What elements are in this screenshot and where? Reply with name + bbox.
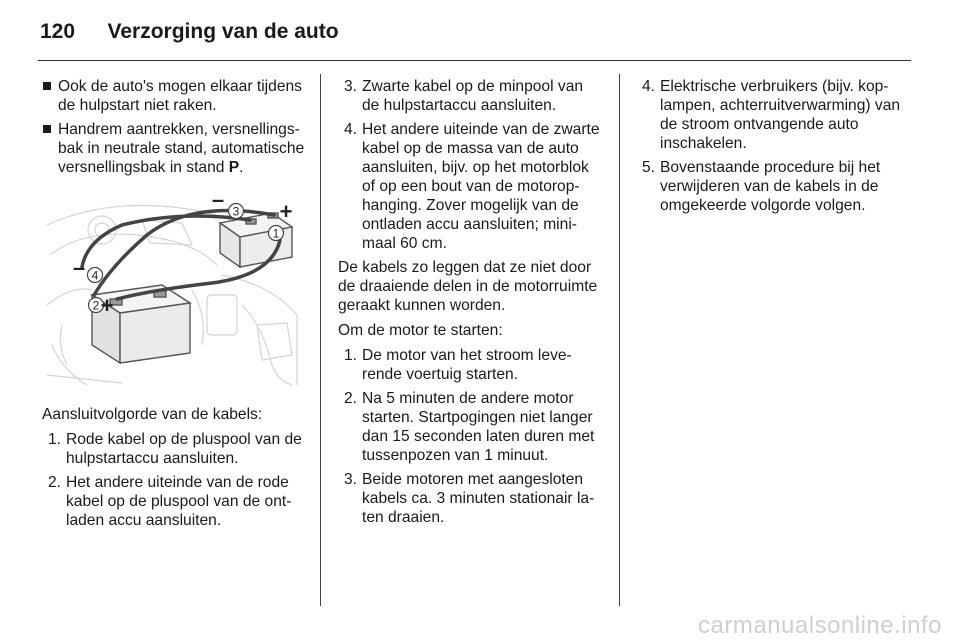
list-item: [338, 346, 604, 384]
list-number: 4.: [344, 121, 358, 138]
jump-start-illustration: [42, 195, 302, 391]
plus-sign-discharged: +: [100, 293, 114, 318]
list-number: 1.: [344, 347, 358, 364]
start-intro: Om de motor te starten:: [338, 322, 503, 339]
list-number: 1.: [48, 431, 62, 448]
column-divider-right: [619, 74, 620, 606]
order-intro: Aansluitvolgorde van de kabels:: [42, 406, 263, 423]
list-text: Elektrische verbruikers (bijv. koplampen, achterruitverwarming) van de stroom ontvangende auto inschakelen.: [660, 78, 901, 152]
list-item: [42, 473, 306, 530]
callout-2: 2: [92, 298, 100, 313]
list-number: 4.: [642, 78, 656, 95]
list-item: [42, 430, 306, 468]
list-number: 3.: [344, 78, 358, 95]
bullet-item: [42, 120, 306, 177]
list-item: [338, 77, 604, 115]
page-number: 120: [40, 20, 76, 43]
list-text: Het andere uiteinde van de rode kabel op de pluspool van de ontladen accu aansluiten.: [66, 474, 292, 529]
list-text: Rode kabel op de pluspool van de hulpstartaccu aansluiten.: [66, 431, 302, 467]
bullet-square-icon: [43, 125, 51, 133]
column-2: [338, 77, 604, 532]
bullet-text: Ook de auto's mogen elkaar tijdens de hulpstart niet raken.: [58, 78, 302, 114]
bullet-text-end: .: [239, 159, 244, 176]
cable-routing-note: De kabels zo leggen dat ze niet door de draaiende delen in de motorruimte geraakt kunnen worden.: [338, 259, 598, 314]
list-number: 2.: [344, 390, 358, 407]
page-header: [40, 20, 339, 50]
column-1: [42, 77, 306, 535]
header-rule: [38, 60, 911, 61]
list-text: Na 5 minuten de andere motor starten. Startpogingen niet langer dan 15 seconden laten duren met tussenpozen van 1 minuut.: [362, 390, 595, 464]
list-item: [338, 389, 604, 465]
list-text: Zwarte kabel op de minpool van de hulpstartaccu aansluiten.: [362, 78, 584, 114]
watermark[interactable]: carmanualsonline.info: [698, 612, 942, 639]
list-text: Het andere uiteinde van de zwarte kabel op de massa van de auto aansluiten, bijv. op het motorblok of op een bout van de motorophanging. Zover mogelijk van de ontladen accu aansluiten; minimaal 60 cm.: [362, 121, 600, 252]
callout-3: 3: [232, 204, 240, 219]
list-text: Bovenstaande procedure bij het verwijderen van de kabels in de omgekeerde volgorde volgen.: [660, 159, 881, 214]
minus-sign-assist: –: [211, 195, 225, 212]
list-number: 5.: [642, 159, 656, 176]
list-item: [636, 158, 904, 215]
bullet-item: [42, 77, 306, 115]
page-title: Verzorging van de auto: [107, 20, 339, 43]
column-divider-left: [320, 74, 321, 606]
list-number: 2.: [48, 474, 62, 491]
callout-4: 4: [91, 268, 99, 283]
gear-position-p: P: [228, 159, 240, 176]
list-text: Beide motoren met aangesloten kabels ca. 3 minuten stationair laten draaien.: [362, 471, 595, 526]
minus-sign-ground: –: [72, 255, 86, 280]
plus-sign-assist: +: [279, 199, 293, 224]
list-item: [338, 120, 604, 253]
bullet-square-icon: [43, 82, 51, 90]
column-3: [636, 77, 904, 220]
list-item: [636, 77, 904, 153]
list-item: [338, 470, 604, 527]
callout-1: 1: [272, 226, 280, 241]
list-text: De motor van het stroom leverende voertuig starten.: [362, 347, 572, 383]
list-number: 3.: [344, 471, 358, 488]
bullet-text: Handrem aantrekken, versnellingsbak in neutrale stand, automatische versnellingsbak in stand: [58, 121, 305, 176]
